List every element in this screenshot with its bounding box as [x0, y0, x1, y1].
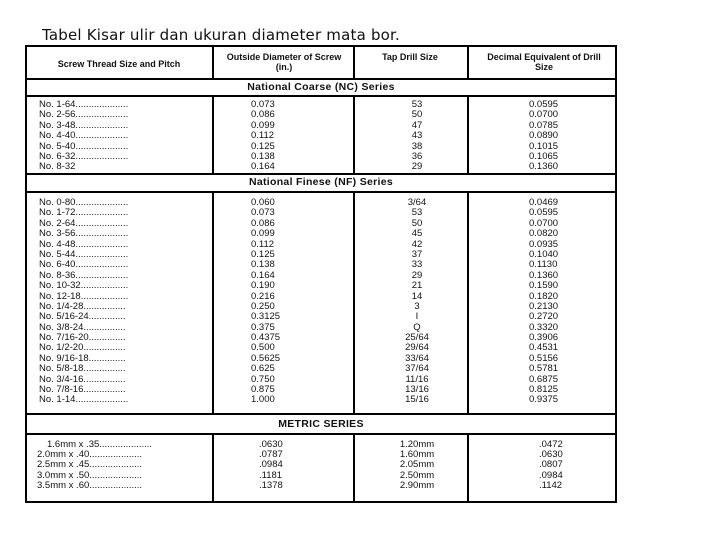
col-divider [353, 45, 355, 78]
col-divider [467, 45, 469, 78]
table-cell: 0.190 [251, 281, 275, 292]
row-divider [25, 78, 617, 80]
table-cell: 0.0595 [529, 100, 559, 110]
table-cell: .0984 [259, 460, 283, 471]
table-cell: 53 [411, 208, 423, 219]
header-screw: Screw Thread Size and Pitch [57, 59, 181, 69]
table-cell: No. 4-40.................... [39, 131, 129, 142]
table-cell: No. 2-64.................... [39, 218, 129, 229]
table-cell: 0.164 [251, 270, 275, 281]
table-cell: 0.875 [251, 385, 275, 396]
table-cell: 0.099 [251, 120, 275, 131]
nc-series-title: National Coarse (NC) Series [247, 81, 395, 93]
table-cell: No. 1/2-20................ [39, 343, 126, 354]
table-cell: 0.4531 [529, 343, 559, 354]
table-cell: 1.6mm x .35.................... [47, 440, 153, 450]
table-cell: No. 1/4-28................ [39, 301, 126, 312]
col-divider [212, 191, 214, 415]
table-cell: No. 3-56.................... [39, 229, 129, 240]
table-cell: No. 8-32 [39, 162, 76, 171]
header-drill: Tap Drill Size [382, 52, 438, 62]
table-cell: 0.1065 [529, 151, 559, 162]
table-cell: No. 4-48.................... [39, 239, 129, 250]
table-cell: 21 [411, 281, 423, 292]
table-cell: 0.500 [251, 343, 275, 354]
table-cell: 14 [411, 291, 423, 302]
table-cell: No. 0-80.................... [39, 198, 129, 208]
table-cell: 0.9375 [529, 395, 559, 406]
table-cell: No. 1-64.................... [39, 100, 129, 110]
table-cell: 47 [411, 120, 423, 131]
table-cell: 0.3906 [529, 333, 559, 344]
table-cell: .0630 [259, 440, 283, 450]
table-cell: 0.250 [251, 301, 275, 312]
table-cell: 0.086 [251, 110, 275, 121]
table-cell: 0.0785 [529, 120, 559, 131]
nc-body [25, 100, 617, 171]
table-cell: No. 8-36.................... [39, 270, 129, 281]
table-cell: 42 [411, 239, 423, 250]
table-cell: .0984 [539, 470, 563, 481]
thread-table-scan [25, 45, 617, 503]
table-cell: 2.05mm [399, 460, 435, 471]
col-divider [467, 191, 469, 415]
table-cell: 0.2130 [529, 301, 559, 312]
nc-drill-column [397, 100, 437, 171]
col-divider [467, 433, 469, 503]
table-cell: 0.4375 [251, 333, 281, 344]
table-cell: .1142 [539, 480, 563, 491]
table-top-border [25, 45, 617, 47]
metric-drill-column [387, 440, 447, 491]
table-cell: No. 5-44.................... [39, 249, 129, 260]
nc-decimal-column [529, 100, 589, 171]
table-cell: 33/64 [405, 353, 429, 364]
table-cell: 13/16 [405, 385, 429, 396]
table-cell: 0.0820 [529, 229, 559, 240]
table-cell: 0.5781 [529, 364, 559, 375]
col-divider [353, 433, 355, 503]
table-cell: 1.000 [251, 395, 275, 406]
table-cell: No. 1-72.................... [39, 208, 129, 219]
table-cell: No. 9/16-18.............. [39, 353, 126, 364]
table-cell: 0.0595 [529, 208, 559, 219]
page-title: Tabel Kisar ulir dan ukuran diameter mata bor. [42, 26, 401, 44]
table-cell: 1.60mm [399, 450, 435, 461]
table-cell: 2.50mm [399, 470, 435, 481]
table-cell: 0.1360 [529, 162, 559, 171]
table-cell: No. 12-18.................. [39, 291, 129, 302]
table-cell: 11/16 [405, 374, 429, 385]
table-cell: 0.099 [251, 229, 275, 240]
header-od: Outside Diameter of Screw (in.) [226, 52, 342, 72]
header-decimal: Decimal Equivalent of Drill Size [487, 52, 601, 72]
metric-od-column [259, 440, 329, 491]
table-cell: 0.164 [251, 162, 275, 171]
table-cell: .0787 [259, 450, 283, 461]
table-cell: No. 2-56.................... [39, 110, 129, 121]
table-cell: 0.1130 [529, 260, 558, 271]
table-cell: 3.5mm x .60.................... [37, 480, 143, 491]
table-cell: 15/16 [405, 395, 429, 406]
table-cell: 0.375 [251, 322, 275, 333]
table-cell: No. 5-40.................... [39, 141, 129, 152]
table-cell: 0.0700 [529, 218, 559, 229]
table-cell: 25/64 [405, 333, 429, 344]
nf-od-column [251, 198, 321, 406]
table-cell: No. 6-40.................... [39, 260, 129, 271]
nc-od-column [251, 100, 321, 171]
table-cell: No. 5/16-24.............. [39, 312, 126, 323]
table-cell: 0.750 [251, 374, 275, 385]
metric-series-title: METRIC SERIES [278, 418, 364, 430]
table-cell: No. 5/8-18................ [39, 364, 126, 375]
table-cell: 0.0469 [529, 198, 559, 208]
table-cell: 3 [414, 301, 420, 312]
table-cell: 37 [411, 249, 423, 260]
table-cell: 0.0890 [529, 131, 559, 142]
table-cell: 0.1590 [529, 281, 559, 292]
table-cell: 45 [411, 229, 423, 240]
table-cell: 0.138 [251, 260, 275, 271]
table-cell: 0.1360 [529, 270, 559, 281]
table-cell: 2.90mm [399, 480, 435, 491]
table-cell: No. 6-32.................... [39, 151, 129, 162]
row-divider [25, 191, 617, 193]
row-divider [25, 95, 617, 97]
table-cell: 0.112 [251, 131, 275, 142]
table-cell: 29 [411, 270, 423, 281]
table-cell: 0.3320 [529, 322, 559, 333]
table-cell: 0.086 [251, 218, 275, 229]
nf-drill-column [397, 198, 437, 406]
table-cell: No. 1-14.................... [39, 395, 129, 406]
table-cell: 3.0mm x .50.................... [37, 470, 143, 481]
table-cell: 0.0935 [529, 239, 559, 250]
table-cell: 0.0700 [529, 110, 559, 121]
table-cell: 0.112 [251, 239, 275, 250]
table-cell: 0.5625 [251, 353, 281, 364]
row-divider [25, 173, 617, 175]
table-cell: 50 [411, 110, 423, 121]
table-cell: 0.1015 [529, 141, 559, 152]
table-cell: .1181 [259, 470, 283, 481]
nf-screw-column [39, 198, 209, 406]
col-divider [212, 433, 214, 503]
table-cell: Q [413, 322, 421, 333]
table-cell: 0.073 [251, 100, 275, 110]
table-cell: .0807 [539, 460, 563, 471]
table-cell: No. 7/8-16................ [39, 385, 126, 396]
table-cell: I [415, 312, 419, 323]
table-cell: 0.8125 [529, 385, 559, 396]
table-bottom-border [25, 501, 617, 503]
nc-screw-column [39, 100, 209, 171]
metric-screw-column [37, 440, 207, 491]
table-cell: 29/64 [405, 343, 429, 354]
table-cell: 0.5156 [529, 353, 559, 364]
table-cell: 0.216 [251, 291, 275, 302]
metric-decimal-column [539, 440, 599, 491]
table-cell: No. 10-32.................. [39, 281, 129, 292]
table-cell: 2.0mm x .40.................... [37, 450, 143, 461]
table-cell: 0.3125 [251, 312, 281, 323]
col-divider [353, 191, 355, 415]
table-cell: No. 3/4-16................ [39, 374, 126, 385]
table-cell: .0630 [539, 450, 563, 461]
table-cell: .1378 [259, 480, 283, 491]
table-cell: 0.2720 [529, 312, 559, 323]
table-cell: 0.1040 [529, 249, 559, 260]
table-cell: 29 [411, 162, 423, 171]
row-divider [25, 433, 617, 435]
table-cell: 37/64 [405, 364, 429, 375]
table-cell: No. 7/16-20.............. [39, 333, 126, 344]
nf-series-title: National Finese (NF) Series [248, 176, 394, 188]
table-cell: 0.125 [251, 249, 275, 260]
table-cell: 53 [411, 100, 423, 110]
table-cell: 0.125 [251, 141, 275, 152]
table-cell: 0.138 [251, 151, 275, 162]
row-divider [25, 413, 617, 415]
table-cell: 0.060 [251, 198, 275, 208]
table-cell: 38 [411, 141, 423, 152]
table-cell: No. 3-48.................... [39, 120, 129, 131]
table-cell: .0472 [539, 440, 563, 450]
table-cell: 50 [411, 218, 423, 229]
table-cell: 33 [411, 260, 423, 271]
col-divider [212, 45, 214, 78]
table-cell: 2.5mm x .45.................... [37, 460, 143, 471]
table-cell: 1.20mm [399, 440, 435, 450]
nf-decimal-column [529, 198, 589, 406]
table-cell: 43 [411, 131, 423, 142]
table-cell: 36 [411, 151, 423, 162]
table-cell: 0.6875 [529, 374, 559, 385]
table-cell: No. 3/8-24................ [39, 322, 126, 333]
table-cell: 0.625 [251, 364, 275, 375]
table-cell: 3/64 [407, 198, 427, 208]
table-cell: 0.073 [251, 208, 275, 219]
table-cell: 0.1820 [529, 291, 559, 302]
